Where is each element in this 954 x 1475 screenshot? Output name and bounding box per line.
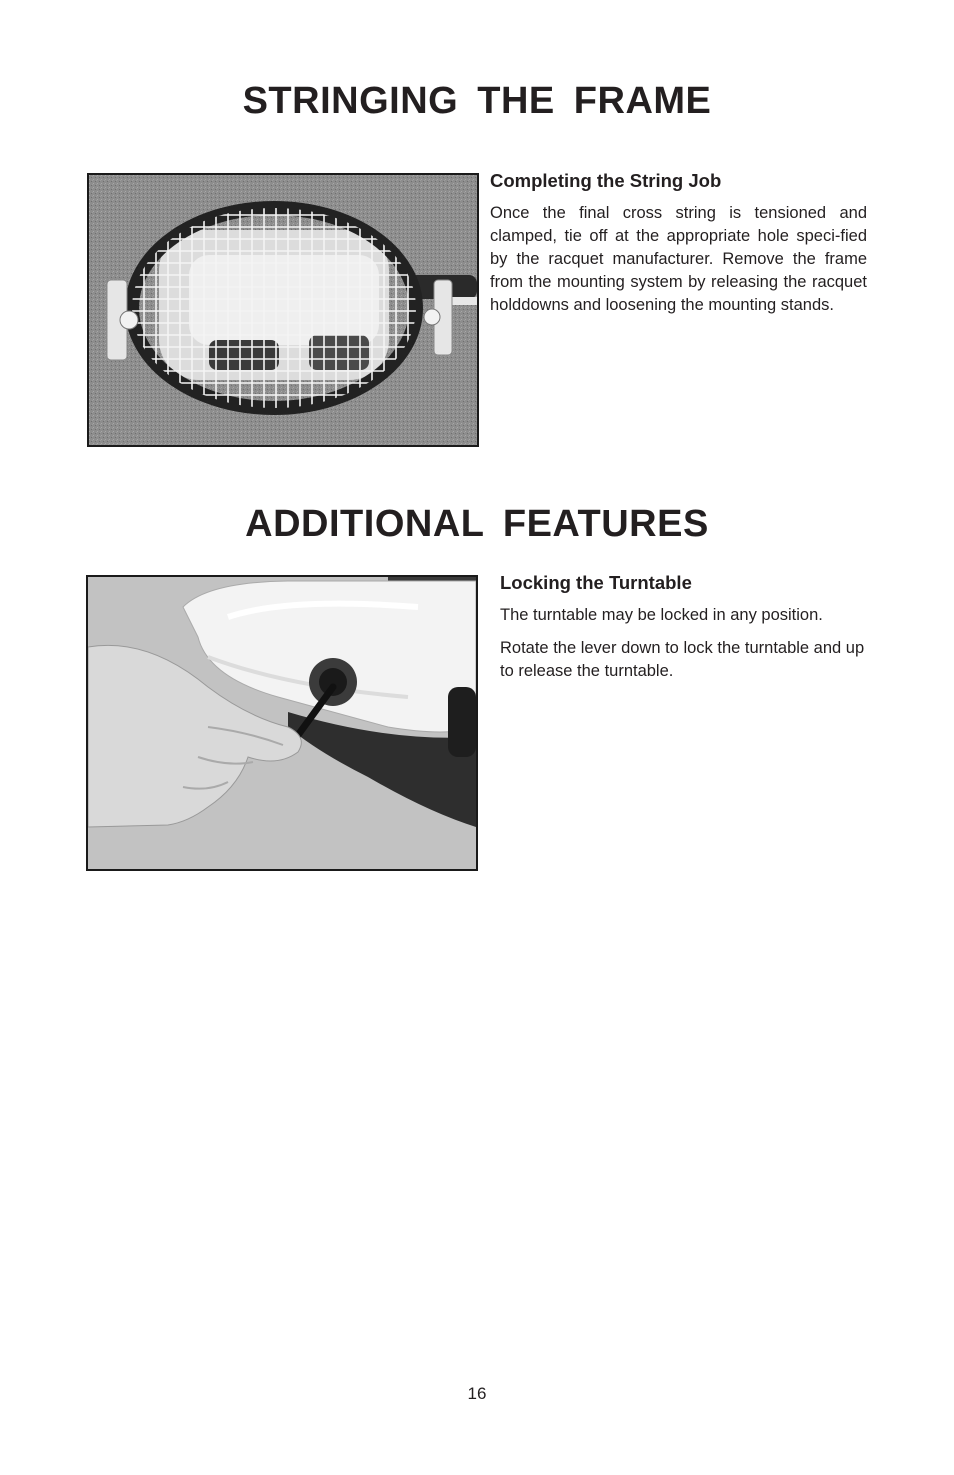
racquet-frame-photo	[87, 173, 479, 447]
turntable-text-column	[500, 572, 866, 693]
page-number: 16	[467, 1384, 487, 1403]
stringing-text-column	[490, 170, 867, 327]
paragraph: Rotate the lever down to lock the turntable and up to release the turntable.	[500, 639, 865, 680]
turntable-lock-photo	[86, 575, 478, 871]
subheading-locking-turntable: Locking the Turntable	[500, 572, 692, 593]
section-title-additional-features: ADDITIONAL FEATURES	[245, 503, 709, 545]
paragraph: Once the final cross string is tensioned and clamped, tie off at the appropriate hole speci-fied by the racquet manufacturer. Remove the frame from the mounting system by releasing the racquet holddowns and loosening the mounting stands.	[490, 204, 867, 314]
subheading-completing-string-job: Completing the String Job	[490, 170, 722, 191]
section-title-stringing: STRINGING THE FRAME	[242, 80, 712, 122]
paragraph: The turntable may be locked in any position.	[500, 606, 823, 624]
